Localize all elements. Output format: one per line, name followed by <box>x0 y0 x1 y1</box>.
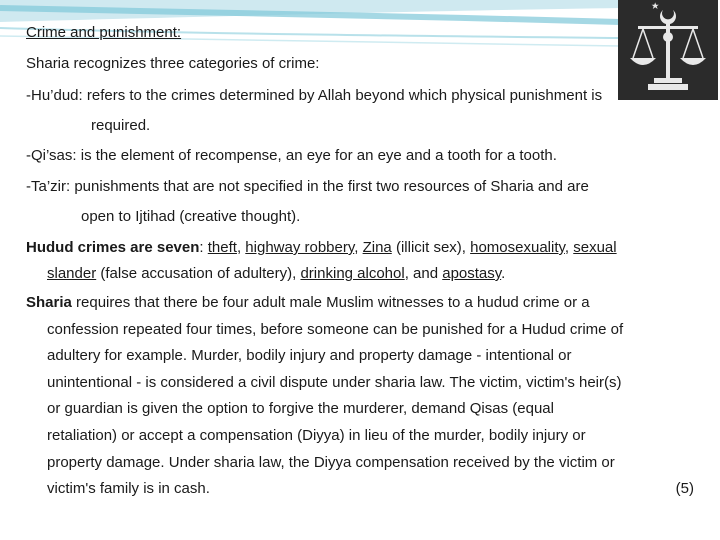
sharia-line-1 <box>26 290 696 317</box>
category-desc: punishments that are not specified in the first two resources of Sharia and are <box>70 178 589 195</box>
category-tazir <box>26 178 589 195</box>
sharia-line-6: retaliation) or accept a compensation (Diyya) in lieu of the murder, bodily injury or <box>47 426 586 444</box>
crime-highway-robbery: highway robbery <box>245 239 355 256</box>
category-tazir-cont: open to Ijtihad (creative thought). <box>81 208 301 225</box>
category-hudud <box>26 87 602 104</box>
category-term: -Ta’zir: <box>26 178 71 195</box>
sharia-text: requires that there be four adult male Muslim witnesses to a hudud crime or a <box>71 294 590 311</box>
category-hudud-cont: required. <box>91 117 151 134</box>
category-qisas <box>26 147 557 164</box>
crime-zina: Zina <box>362 239 392 256</box>
category-desc: is the element of recompense, an eye for an eye and a tooth for a tooth. <box>76 147 557 164</box>
crime-sexual-word: sexual <box>573 239 617 256</box>
sharia-paragraph <box>26 290 696 503</box>
sharia-line-4: unintentional - is considered a civil dispute under sharia law. The victim, victim's heir(s) <box>47 373 622 391</box>
crime-homosexuality: homosexuality <box>470 239 565 256</box>
category-term: -Hu’dud <box>26 87 79 104</box>
hudud-colon: : <box>199 239 208 256</box>
sharia-line-8: victim's family is in cash. <box>47 480 210 498</box>
crime-apostasy: apostasy <box>442 265 502 282</box>
sharia-line-5: or guardian is given the option to forgive the murderer, demand Qisas (equal <box>47 400 554 418</box>
scales-emblem <box>618 0 718 100</box>
sharia-line-2: confession repeated four times, before someone can be punished for a Hudud crime of <box>47 320 624 338</box>
section-heading: Crime and punishment: <box>26 24 182 41</box>
crime-theft: theft <box>207 239 237 256</box>
slander-note: (false accusation of adultery), <box>96 265 301 282</box>
category-desc: : refers to the crimes determined by Allah beyond which physical punishment is <box>78 87 603 104</box>
list-end: . <box>501 265 506 282</box>
sharia-line-7: property damage. Under sharia law, the Diyya compensation received by the victim or <box>47 453 615 471</box>
zina-note: (illicit sex), <box>391 239 471 256</box>
hudud-crimes-line1: Hudud crimes are seven: theft, highway robbery, Zina (illicit sex), homosexuality, sexual <box>26 239 617 256</box>
intro-line: Sharia recognizes three categories of crime: <box>26 55 320 72</box>
page-number: (5) <box>675 480 694 497</box>
hudud-crimes-line2 <box>47 265 505 282</box>
crime-drinking-alcohol: drinking alcohol <box>300 265 405 282</box>
category-term: -Qi’sas: <box>26 147 77 164</box>
sharia-lead: Sharia <box>26 294 72 311</box>
hudud-lead: Hudud crimes are seven <box>26 239 200 256</box>
and-text: , and <box>404 265 443 282</box>
scales-of-justice-icon <box>618 0 718 100</box>
crime-slander-word: slander <box>47 265 97 282</box>
sharia-line-3: adultery for example. Murder, bodily injury and property damage - intentional or <box>47 347 572 365</box>
